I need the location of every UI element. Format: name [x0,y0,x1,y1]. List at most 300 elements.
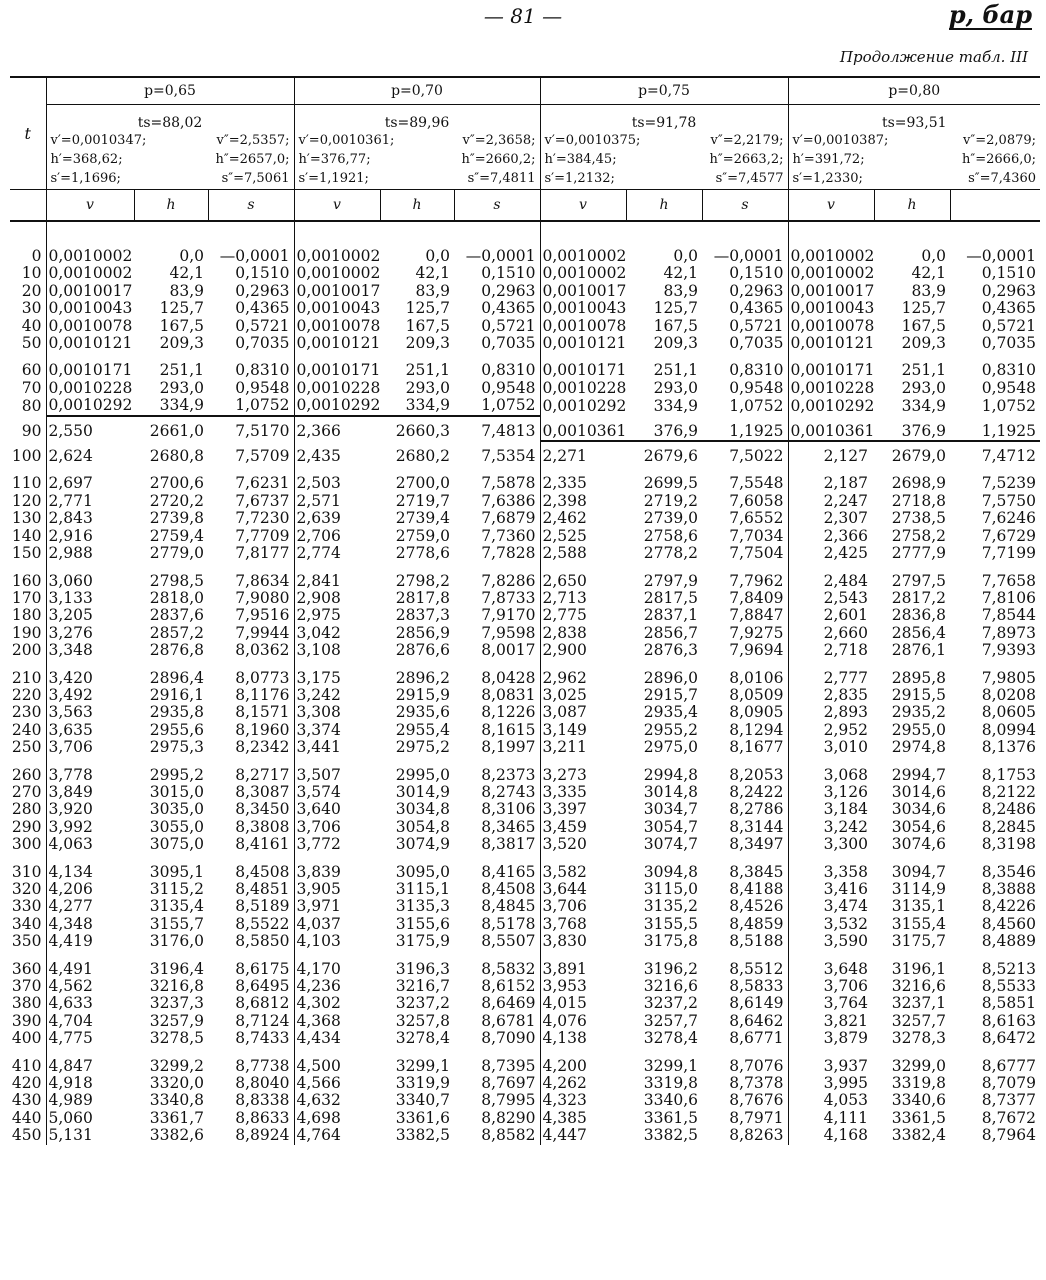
cell-s: 8,5832 [481,960,536,978]
cell-h: 3055,0 [149,818,204,836]
col-s [950,190,1040,222]
cell-v: 3,300 [788,836,874,853]
cell-h: 2856,9 [395,624,450,642]
cell-h: 2837,6 [149,607,204,625]
table-row [10,933,1040,950]
cell-s: 8,4226 [981,898,1037,916]
cell-s: —0,0001 [465,248,536,265]
cell-v: 0,0010361 [540,423,626,441]
cell-s: 8,3198 [981,836,1037,854]
cell-s: 7,8973 [981,624,1037,642]
table-row [10,448,1040,465]
t-header: t [10,77,46,190]
cell-h: 2777,9 [891,545,946,563]
cell-v: 3,374 [294,722,380,739]
cell-v: 3,772 [294,836,380,853]
temperature-cell: 430 [11,1092,42,1110]
cell-v: 3,420 [46,670,134,687]
cell-h: 0,0 [425,248,450,265]
cell-v: 0,0010078 [788,318,874,335]
cell-v: 3,879 [788,1030,874,1047]
cell-s: 8,8263 [729,1127,784,1145]
table-row [10,380,1040,397]
table-row [10,881,1040,898]
cell-h: 3095,0 [395,863,450,881]
cell-v: 3,992 [46,819,134,836]
cell-v: 0,0010043 [788,300,874,317]
cell-h: 3034,7 [643,801,698,819]
cell-s: 0,1510 [981,265,1037,283]
cell-v: 2,916 [46,528,134,545]
temperature-cell: 180 [11,607,42,625]
cell-s: 0,2963 [235,282,290,300]
cell-s: 0,5721 [481,317,536,335]
cell-s: 1,0752 [454,397,540,415]
cell-h: 2915,7 [643,686,698,704]
cell-v: 3,764 [788,995,874,1012]
saturation-temp: ts=88,02 [46,105,294,132]
cell-h: 3155,6 [395,915,450,933]
cell-s: 0,2963 [481,282,536,300]
cell-h: 2994,8 [643,766,698,784]
cell-s: 7,8286 [481,572,536,590]
row-spacer [10,416,1040,423]
cell-v: 3,590 [788,933,874,950]
cell-s: 0,9548 [729,379,784,397]
cell-h: 3014,9 [395,783,450,801]
table-row [10,995,1040,1012]
cell-s: 7,6386 [481,492,536,510]
table-row [10,283,1040,300]
cell-h: 2798,5 [149,572,204,590]
cell-h: 3074,7 [643,836,698,854]
temperature-cell: 250 [11,739,42,757]
cell-s: 8,6495 [235,978,290,996]
cell-h: 167,5 [159,317,204,335]
cell-v: 3,474 [788,898,874,915]
cell-s: 8,6781 [481,1012,536,1030]
cell-v: 2,962 [540,670,626,687]
cell-s: 8,4508 [235,863,290,881]
cell-v: 2,307 [788,510,874,527]
cell-h: 0,0 [673,248,698,265]
cell-s: 7,5170 [235,422,290,441]
cell-v: 0,0010361 [788,423,874,441]
cell-s: 0,5721 [729,317,784,335]
cell-v: 3,068 [788,767,874,784]
cell-v: 2,187 [788,475,874,492]
cell-h: 3320,0 [149,1075,204,1093]
cell-s: 7,5750 [981,492,1037,510]
cell-s: 8,5512 [729,960,784,978]
cell-v: 4,989 [46,1092,134,1109]
cell-v: 2,462 [540,510,626,527]
saturation-props: v′=0,0010361; v″=2,3658; h′=376,77; h″=2660,2; s′=1,1921; s″=7,4811 [294,131,540,190]
cell-s: 0,8310 [981,362,1037,380]
cell-h: 3196,2 [643,960,698,978]
cell-h: 2679,6 [643,448,698,466]
cell-s: 0,1510 [235,265,290,283]
cell-v: 4,037 [294,916,380,933]
cell-v: 2,988 [46,545,134,562]
cell-s: 8,0905 [729,704,784,722]
table-row [10,545,1040,562]
cell-s: 8,4859 [729,915,784,933]
cell-v: 0,0010121 [540,335,626,352]
temperature-cell: 20 [21,282,42,300]
cell-h: 2837,3 [395,607,450,625]
cell-h: 3361,6 [395,1109,450,1127]
pressure-header: p=0,65 [46,77,294,105]
cell-v: 2,718 [788,642,874,659]
table-row [10,625,1040,642]
cell-h: 2758,6 [643,527,698,545]
cell-v: 0,0010043 [294,300,380,317]
cell-s: 7,8409 [729,589,784,607]
cell-v: 4,368 [294,1013,380,1030]
cell-h: 125,7 [405,300,450,318]
cell-s: 0,4365 [981,300,1037,318]
cell-h: 251,1 [159,362,204,380]
cell-s: 7,7360 [481,527,536,545]
cell-v: 3,211 [540,739,626,756]
cell-s: 8,4845 [481,898,536,916]
cell-v: 4,200 [540,1058,626,1075]
cell-v: 3,060 [46,573,134,590]
saturation-props: v′=0,0010375; v″=2,2179; h′=384,45; h″=2663,2; s′=1,2132; s″=7,4577 [540,131,788,190]
cell-s: 8,1176 [235,686,290,704]
cell-h: 3382,4 [891,1127,946,1145]
cell-s: 8,6163 [981,1012,1037,1030]
cell-s: 8,4165 [481,863,536,881]
row-spacer [10,660,1040,670]
table-row [10,248,1040,265]
cell-h: 2896,4 [149,669,204,687]
cell-s: 8,4508 [481,881,536,898]
cell-s: 7,7828 [481,545,536,563]
cell-s: 7,8544 [981,607,1037,625]
temperature-cell: 90 [21,422,42,441]
temperature-cell: 0 [31,248,42,265]
row-spacer [10,465,1040,475]
cell-s: 8,5833 [729,978,784,996]
cell-v: 0,0010292 [540,397,626,415]
cell-v: 4,419 [46,933,134,950]
cell-v: 3,308 [294,704,380,721]
cell-h: 3361,5 [643,1109,698,1127]
cell-h: 251,1 [653,362,698,380]
cell-s: 8,1960 [235,721,290,739]
cell-h: 293,0 [901,379,946,397]
cell-h: 3135,4 [149,898,204,916]
table-row [10,1058,1040,1075]
cell-v: 4,134 [46,864,134,881]
cell-s: 8,7378 [729,1075,784,1093]
cell-v: 0,0010002 [46,248,134,265]
col-v: v [46,190,134,222]
cell-h: 0,0 [179,248,204,265]
table-row [10,978,1040,995]
cell-v: 2,601 [788,607,874,624]
table-row [10,916,1040,933]
cell-v: 3,644 [540,881,626,898]
cell-v: 0,0010017 [540,283,626,300]
col-v: v [540,190,626,222]
table-row [10,1110,1040,1127]
temperature-cell: 370 [11,978,42,996]
table-row [10,642,1040,659]
cell-s: 8,8040 [235,1075,290,1093]
cell-v: 0,0010171 [46,362,134,379]
cell-s: 8,0605 [981,704,1037,722]
cell-v: 3,640 [294,801,380,818]
cell-h: 2778,2 [643,545,698,563]
cell-v: 2,571 [294,493,380,510]
cell-v: 3,397 [540,801,626,818]
cell-s: 7,9170 [481,607,536,625]
cell-h: 2935,2 [891,704,946,722]
temperature-cell: 380 [11,995,42,1013]
cell-s: 8,7433 [235,1030,290,1048]
cell-s: 8,3087 [235,783,290,801]
cell-v: 3,358 [788,864,874,881]
cell-s: 8,3497 [729,836,784,854]
cell-s: 8,0208 [981,686,1037,704]
cell-s: 7,6737 [235,492,290,510]
cell-s: 7,8733 [481,589,536,607]
temperature-cell: 50 [21,335,42,353]
cell-s: 8,7079 [981,1075,1037,1093]
table-row [10,300,1040,317]
cell-v: 3,273 [540,767,626,784]
cell-s: —0,0001 [713,248,784,265]
cell-v: 3,953 [540,978,626,995]
cell-v: 3,920 [46,801,134,818]
cell-h: 376,9 [874,423,950,441]
row-spacer [10,563,1040,573]
cell-h: 3155,4 [891,915,946,933]
cell-v: 2,900 [540,642,626,659]
cell-v: 0,0010017 [294,283,380,300]
cell-v: 0,0010078 [540,318,626,335]
cell-v: 3,706 [788,978,874,995]
cell-s: 8,1615 [481,721,536,739]
cell-v: 4,168 [788,1127,874,1144]
saturation-props: v′=0,0010347; v″=2,5357; h′=368,62; h″=2657,0; s′=1,1696; s″=7,5061 [46,131,294,190]
cell-v: 4,236 [294,978,380,995]
cell-v: 3,242 [788,819,874,836]
cell-s: 8,0017 [481,642,536,660]
cell-h: 251,1 [901,362,946,380]
cell-s: 7,8634 [235,572,290,590]
cell-v: 2,425 [788,545,874,562]
cell-v: 3,821 [788,1013,874,1030]
cell-v: 3,416 [788,881,874,898]
cell-h: 2700,6 [149,475,204,493]
cell-h: 3176,0 [149,933,204,951]
cell-h: 2935,8 [149,704,204,722]
cell-v: 4,447 [540,1127,626,1144]
cell-h: 83,9 [415,282,450,300]
cell-v: 3,276 [46,625,134,642]
cell-h: 167,5 [653,317,698,335]
temperature-cell: 260 [11,766,42,784]
cell-h: 334,9 [653,397,698,415]
cell-s: 7,7962 [729,572,784,590]
cell-s: 8,2122 [981,783,1037,801]
cell-s: 7,6058 [729,492,784,510]
cell-v: 3,520 [540,836,626,853]
cell-h: 2699,5 [643,475,698,493]
cell-h: 2974,8 [891,739,946,757]
table-row [10,670,1040,687]
table-row [10,528,1040,545]
temperature-cell: 100 [11,448,42,466]
cell-s: 8,0362 [235,642,290,660]
cell-h: 3094,8 [643,863,698,881]
cell-h: 3319,9 [395,1075,450,1093]
cell-h: 3094,7 [891,863,946,881]
cell-s: 7,9805 [981,669,1037,687]
cell-v: 0,0010078 [46,318,134,335]
cell-v: 4,063 [46,836,134,853]
cell-v: 0,0010171 [788,362,874,379]
cell-v: 3,184 [788,801,874,818]
cell-h: 251,1 [405,362,450,380]
cell-h: 3196,4 [149,960,204,978]
cell-h: 2818,0 [149,589,204,607]
cell-s: 8,5507 [481,933,536,951]
temperature-cell: 120 [11,492,42,510]
cell-h: 3175,7 [891,933,946,951]
cell-v: 3,563 [46,704,134,721]
table-row [10,1013,1040,1030]
cell-h: 3216,6 [643,978,698,996]
cell-h: 3278,4 [395,1030,450,1048]
cell-s: 8,4560 [981,915,1037,933]
cell-h: 3299,0 [891,1057,946,1075]
temperature-cell: 230 [11,704,42,722]
cell-h: 3054,7 [643,818,698,836]
cell-h: 3115,1 [395,881,450,898]
cell-v: 2,650 [540,573,626,590]
cell-v: 3,205 [46,607,134,624]
cell-h: 2876,6 [395,642,450,660]
cell-h: 2779,0 [149,545,204,563]
col-s: s [454,190,540,222]
cell-v: 4,277 [46,898,134,915]
cell-h: 3319,8 [643,1075,698,1093]
cell-h: 293,0 [653,379,698,397]
table-row [10,607,1040,624]
cell-s: 8,7124 [235,1012,290,1030]
temperature-cell: 160 [11,572,42,590]
cell-h: 2916,1 [149,686,204,704]
cell-v: 0,0010121 [788,335,874,352]
cell-s: 8,3144 [729,818,784,836]
temperature-cell: 400 [11,1030,42,1048]
cell-s: 7,9275 [729,624,784,642]
table-row [10,704,1040,721]
cell-s: 7,7034 [729,527,784,545]
cell-h: 3216,8 [149,978,204,996]
cell-s: 8,6771 [729,1030,784,1048]
cell-s: 0,7035 [235,335,290,353]
saturation-temp: ts=91,78 [540,105,788,132]
cell-h: 3237,1 [891,995,946,1013]
cell-s: 0,5721 [235,317,290,335]
cell-s: 7,9944 [235,624,290,642]
cell-h: 3114,9 [891,881,946,898]
cell-v: 0,0010017 [46,283,134,300]
cell-v: 3,335 [540,784,626,801]
cell-h: 2739,8 [149,510,204,528]
cell-h: 3054,8 [395,818,450,836]
cell-h: 2661,0 [149,422,204,441]
row-spacer [10,221,1040,248]
cell-v: 3,348 [46,642,134,659]
cell-s: 0,9548 [481,379,536,397]
table-row [10,265,1040,282]
cell-h: 125,7 [159,300,204,318]
cell-h: 2896,2 [395,669,450,687]
cell-s: 8,0428 [481,669,536,687]
cell-s: 8,4526 [729,898,784,916]
continuation-note: Продолжение табл. III [839,48,1028,66]
cell-v: 2,952 [788,722,874,739]
cell-h: 2857,2 [149,624,204,642]
table-row [10,1127,1040,1144]
cell-v: 0,0010171 [540,362,626,379]
cell-s: 7,9598 [481,624,536,642]
cell-s: 7,6552 [729,510,784,528]
table-row [10,318,1040,335]
cell-v: 2,543 [788,590,874,607]
cell-h: 2738,5 [891,510,946,528]
cell-v: 3,635 [46,722,134,739]
cell-v: 0,0010121 [46,335,134,352]
cell-s: 0,2963 [729,282,784,300]
cell-h: 2817,2 [891,589,946,607]
cell-h: 3115,2 [149,881,204,898]
temperature-cell: 200 [11,642,42,660]
cell-h: 3135,1 [891,898,946,916]
cell-v: 3,242 [294,687,380,704]
cell-s: 1,1925 [950,423,1040,441]
table-row [10,767,1040,784]
cell-h: 2817,8 [395,589,450,607]
cell-h: 42,1 [415,265,450,283]
cell-s: 7,6246 [981,510,1037,528]
cell-s: 0,7035 [729,335,784,353]
cell-h: 2739,0 [643,510,698,528]
cell-s: 8,3546 [981,863,1037,881]
cell-h: 167,5 [901,317,946,335]
cell-s: 0,4365 [729,300,784,318]
cell-v: 2,771 [46,493,134,510]
col-s: s [208,190,294,222]
cell-s: 7,7658 [981,572,1037,590]
cell-s: 8,6812 [235,995,290,1013]
cell-s: 8,2342 [235,739,290,757]
cell-v: 4,262 [540,1075,626,1092]
cell-v: 2,127 [788,448,874,465]
table-row [10,493,1040,510]
cell-v: 0,0010002 [540,265,626,282]
cell-v: 3,706 [540,898,626,915]
table-row [10,362,1040,379]
cell-v: 2,271 [540,448,626,465]
